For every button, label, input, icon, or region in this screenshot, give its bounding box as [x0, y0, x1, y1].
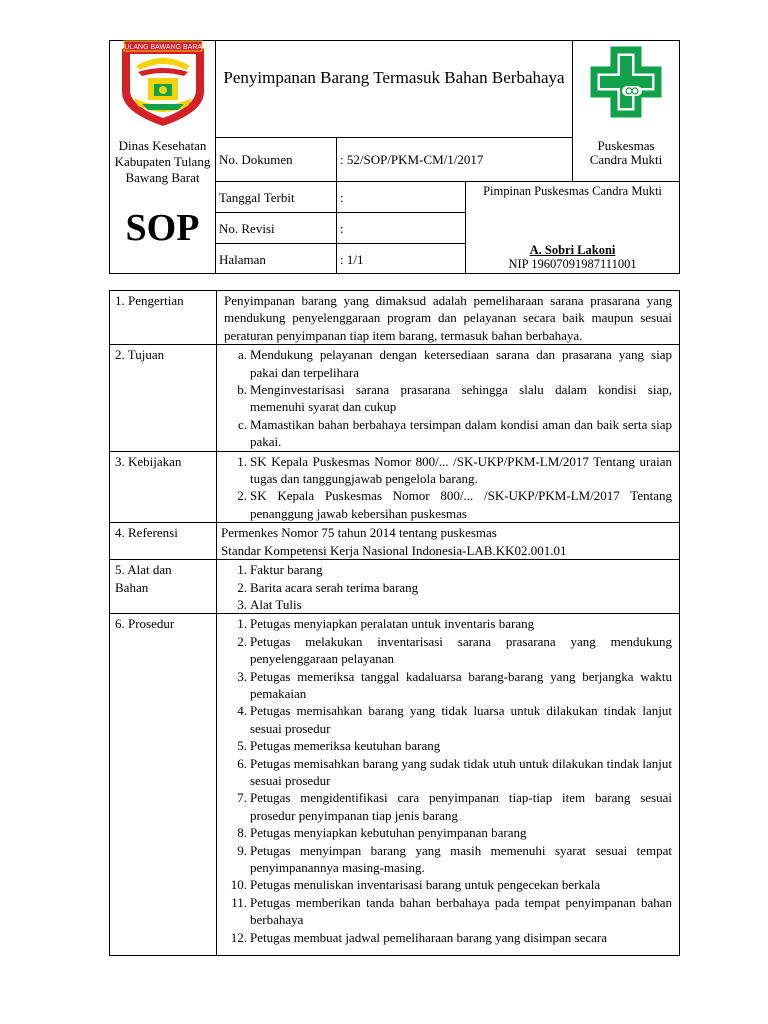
step-text: Petugas menyimpan barang yang masih memenuhi syarat sesuai tempat penyimpanannya masing-masing.	[250, 842, 672, 875]
field-label-no-dokumen: No. Dokumen	[219, 152, 293, 167]
step-number: 6.	[237, 755, 247, 771]
step-text: Petugas memeriksa keutuhan barang	[250, 738, 441, 754]
label-alat-line-2: Bahan	[115, 579, 149, 595]
list-item	[221, 561, 675, 578]
list-text: Mamastikan bahan berbahaya tersimpan dalam kondisi aman dan baik serta siap pakai.	[250, 416, 672, 450]
step-number: 8.	[237, 825, 247, 841]
cell-referensi	[217, 523, 680, 560]
cell-alat-bahan	[217, 560, 680, 614]
label-prosedur: 6. Prosedur	[110, 614, 217, 956]
list-text: Alat Tulis	[250, 596, 302, 612]
step-text: Petugas memisahkan barang yang sudak tidak utuh untuk dilakukan tindak lanjut sesuai prosedur	[250, 755, 672, 788]
referensi-line: Permenkes Nomor 75 tahun 2014 tentang puskesmas	[221, 525, 497, 541]
list-text: Barita acara serah terima barang	[250, 579, 419, 595]
signatory-name: A. Sobri Lakoni	[529, 243, 616, 257]
row-alat-bahan	[110, 560, 680, 614]
procedure-step	[221, 755, 672, 790]
list-marker: 2.	[237, 579, 247, 595]
procedure-step	[221, 824, 672, 841]
procedure-step	[221, 615, 672, 632]
procedure-step	[221, 842, 672, 877]
label-pengertian: 1. Pengertian	[110, 291, 217, 345]
procedure-step	[221, 668, 672, 703]
list-text: Mendukung pelayanan dengan ketersediaan sarana dan prasarana yang siap pakai dan terpelihara	[250, 347, 672, 380]
list-item	[221, 416, 672, 451]
field-value-no-dokumen: : 52/SOP/PKM-CM/1/2017	[340, 152, 484, 167]
procedure-step	[221, 876, 672, 893]
referensi-line: Standar Kompetensi Kerja Nasional Indonesia-LAB.KK02.001.01	[221, 542, 567, 558]
label-referensi: 4. Referensi	[110, 523, 217, 560]
list-item	[221, 579, 675, 596]
list-item	[221, 381, 672, 416]
step-number: 3.	[237, 668, 247, 684]
row-referensi	[110, 523, 680, 560]
step-number: 2.	[237, 633, 247, 649]
cell-tujuan	[217, 345, 680, 451]
org-left-line-3: Bawang Barat	[125, 170, 200, 185]
list-marker: c.	[237, 416, 247, 432]
step-text: Petugas menuliskan inventarisasi barang untuk pengecekan berkala	[250, 877, 601, 893]
label-alat-line-1: 5. Alat dan	[115, 562, 172, 578]
procedure-step	[221, 789, 672, 824]
row-tujuan	[110, 345, 680, 451]
list-text: SK Kepala Puskesmas Nomor 800/... /SK-UKP/PKM-LM/2017 Tentang penanggung jawab kebersihan puskesmas	[250, 488, 672, 521]
step-number: 5.	[237, 738, 247, 754]
field-label-tanggal-terbit: Tanggal Terbit	[219, 190, 295, 205]
list-item	[221, 453, 672, 488]
list-item	[221, 346, 672, 381]
procedure-step	[221, 633, 672, 668]
label-tujuan: 2. Tujuan	[110, 345, 217, 451]
step-text: Petugas melakukan inventarisasi sarana prasarana yang mendukung penyelenggaraan pelayanan	[250, 633, 672, 667]
list-marker: 1.	[237, 453, 247, 469]
step-number: 11.	[231, 894, 247, 910]
sop-content-table	[109, 290, 680, 956]
field-value-tanggal-terbit: :	[340, 190, 344, 205]
org-left-line-1: Dinas Kesehatan	[118, 138, 207, 153]
row-kebijakan	[110, 451, 680, 523]
signatory-nip: NIP 19607091987111001	[508, 257, 637, 271]
step-number: 12.	[230, 929, 247, 945]
list-marker: 3.	[237, 596, 247, 612]
sop-label: SOP	[125, 207, 200, 249]
list-marker: b.	[237, 382, 247, 398]
step-text: Petugas memisahkan barang yang tidak luarsa untuk dilakukan tindak lanjut sesuai prosedur	[250, 703, 672, 736]
step-number: 7.	[237, 790, 247, 806]
list-marker: a.	[237, 347, 247, 363]
text-pengertian: Penyimpanan barang yang dimaksud adalah pemeliharaan sarana prasarana yang mendukung penyelenggaraan program dan pelayanan secara baik maupun sesuai peraturan penyimpanan tiap item barang, termasuk bahan berbahaya.	[217, 291, 680, 345]
row-pengertian	[110, 291, 680, 345]
step-number: 9.	[237, 842, 247, 858]
list-text: Menginvestarisasi sarana prasarana sehingga slalu dalam kondisi siap, memenuhi syarat dan cukup	[250, 382, 672, 415]
step-text: Petugas menyiapkan kebutuhan penyimpanan barang	[250, 825, 527, 841]
procedure-step	[221, 737, 672, 754]
org-left-line-2: Kabupaten Tulang	[114, 154, 211, 169]
document-title: Penyimpanan Barang Termasuk Bahan Berbahaya	[223, 68, 565, 87]
signatory-title: Pimpinan Puskesmas Candra Mukti	[483, 184, 662, 198]
cell-prosedur	[217, 614, 680, 956]
field-label-no-revisi: No. Revisi	[219, 221, 275, 236]
org-right-line-1: Puskesmas	[597, 138, 655, 153]
list-item	[221, 487, 672, 522]
logo-banner-text: TULANG BAWANG BARAT	[120, 44, 206, 51]
list-text: Faktur barang	[250, 562, 323, 578]
row-prosedur	[110, 614, 680, 956]
label-kebijakan: 3. Kebijakan	[110, 451, 217, 523]
step-text: Petugas membuat jadwal pemeliharaan barang yang disimpan secara	[250, 929, 608, 945]
field-value-halaman: : 1/1	[340, 252, 364, 267]
list-item	[221, 596, 675, 613]
org-right-line-2: Candra Mukti	[589, 152, 663, 167]
puskesmas-logo	[586, 40, 666, 120]
procedure-step	[221, 929, 672, 946]
step-number: 4.	[237, 703, 247, 719]
step-text: Petugas menyiapkan peralatan untuk inventaris barang	[250, 616, 535, 632]
cell-kebijakan	[217, 451, 680, 523]
procedure-step	[221, 702, 672, 737]
step-text: Petugas mengidentifikasi cara penyimpanan tiap-tiap item barang sesuai prosedur penyimpanan tiap jenis barang	[250, 790, 672, 823]
procedure-step	[221, 894, 672, 929]
field-value-no-revisi: :	[340, 221, 344, 236]
tulang-bawang-barat-logo	[118, 40, 208, 130]
step-text: Petugas memeriksa tanggal kadaluarsa barang-barang yang berjangka waktu pemakaian	[250, 668, 672, 701]
step-text: Petugas memberikan tanda bahan berbahaya pada tempat penyimpanan bahan berbahaya	[250, 894, 672, 928]
label-alat-bahan	[110, 560, 217, 614]
list-text: SK Kepala Puskesmas Nomor 800/... /SK-UKP/PKM-LM/2017 Tentang uraian tugas dan tanggungjawab pengelola barang.	[250, 453, 672, 487]
list-marker: 2.	[237, 488, 247, 504]
step-number: 1.	[237, 616, 247, 632]
list-marker: 1.	[237, 562, 247, 578]
field-label-halaman: Halaman	[219, 252, 266, 267]
step-number: 10.	[230, 877, 247, 893]
